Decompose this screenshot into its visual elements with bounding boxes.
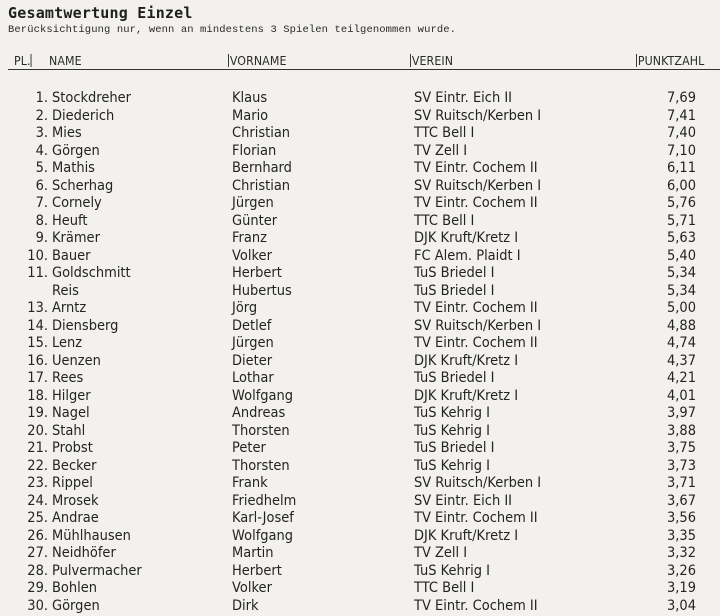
cell-rank: 11. <box>27 265 48 281</box>
header-vorname-label: VORNAME <box>229 54 287 68</box>
cell-surname: Cornely <box>52 195 102 211</box>
cell-first-name: Peter <box>232 440 266 456</box>
cell-first-name: Herbert <box>232 562 282 579</box>
cell-surname: Neidhöfer <box>52 545 116 561</box>
cell-club: FC Alem. Plaidt I <box>414 247 521 264</box>
header-verein <box>410 54 453 68</box>
header-name-label: NAME <box>49 54 82 68</box>
cell-score: 4,74 <box>667 335 696 351</box>
table-row <box>0 143 720 161</box>
cell-rank: 30. <box>27 597 48 614</box>
table-row <box>0 230 720 248</box>
cell-rank: 19. <box>27 405 48 421</box>
cell-club: TuS Briedel I <box>414 282 495 299</box>
cell-rank: 7. <box>35 195 48 211</box>
table-row <box>0 598 720 616</box>
cell-surname: Diensberg <box>52 317 119 334</box>
table-row <box>0 423 720 441</box>
cell-club: TuS Briedel I <box>414 265 495 281</box>
cell-club: TuS Kehrig I <box>414 457 490 474</box>
cell-rank: 25. <box>27 510 48 526</box>
cell-rank: 29. <box>27 580 48 596</box>
cell-club: SV Eintr. Eich II <box>414 492 513 509</box>
cell-club: TuS Kehrig I <box>414 405 490 421</box>
cell-score: 3,35 <box>667 527 696 544</box>
cell-score: 3,19 <box>667 580 696 596</box>
page-title: Gesamtwertung Einzel <box>8 4 193 22</box>
cell-surname: Rippel <box>52 475 93 491</box>
cell-rank: 8. <box>35 212 48 229</box>
cell-score: 5,34 <box>667 282 696 299</box>
cell-first-name: Christian <box>232 177 291 194</box>
cell-surname: Reis <box>52 282 79 299</box>
table-row <box>0 510 720 528</box>
cell-club: SV Ruitsch/Kerben I <box>414 475 542 491</box>
cell-club: DJK Kruft/Kretz I <box>414 387 519 404</box>
cell-score: 7,40 <box>667 125 696 141</box>
cell-score: 5,76 <box>667 195 696 211</box>
cell-first-name: Detlef <box>232 317 272 334</box>
cell-club: TuS Kehrig I <box>414 422 490 439</box>
cell-surname: Diederich <box>52 107 115 124</box>
cell-rank: 14. <box>27 317 48 334</box>
cell-club: SV Ruitsch/Kerben I <box>414 317 542 334</box>
cell-club: TV Eintr. Cochem II <box>414 510 538 526</box>
cell-club: TTC Bell I <box>414 580 475 596</box>
cell-first-name: Franz <box>232 230 267 246</box>
table-row <box>0 318 720 336</box>
cell-surname: Görgen <box>52 142 100 159</box>
cell-surname: Goldschmitt <box>52 265 131 281</box>
cell-surname: Krämer <box>52 230 100 246</box>
cell-surname: Scherhag <box>52 177 114 194</box>
cell-club: TTC Bell I <box>414 212 475 229</box>
cell-surname: Rees <box>52 370 84 386</box>
cell-rank: 22. <box>27 457 48 474</box>
cell-surname: Stockdreher <box>52 90 131 106</box>
cell-first-name: Jörg <box>232 300 258 316</box>
table-row <box>0 108 720 126</box>
cell-score: 4,01 <box>667 387 696 404</box>
cell-first-name: Volker <box>232 247 272 264</box>
header-name <box>49 54 82 68</box>
header-rule <box>8 69 720 70</box>
cell-first-name: Bernhard <box>232 160 292 176</box>
cell-score: 5,00 <box>667 300 696 316</box>
cell-first-name: Jürgen <box>232 195 274 211</box>
table-row <box>0 580 720 598</box>
cell-score: 4,21 <box>667 370 696 386</box>
table-row <box>0 90 720 108</box>
cell-rank: 20. <box>27 422 48 439</box>
cell-club: TV Zell I <box>414 142 468 159</box>
cell-first-name: Wolfgang <box>232 527 294 544</box>
cell-score: 4,88 <box>667 317 696 334</box>
cell-score: 7,69 <box>667 90 696 106</box>
cell-rank: 16. <box>27 352 48 369</box>
cell-club: TV Eintr. Cochem II <box>414 160 538 176</box>
column-separator <box>228 54 229 67</box>
column-separator <box>31 54 32 67</box>
cell-rank: 1. <box>35 90 48 106</box>
cell-club: SV Ruitsch/Kerben I <box>414 177 542 194</box>
cell-score: 5,40 <box>667 247 696 264</box>
cell-rank: 15. <box>27 335 48 351</box>
table-row <box>0 475 720 493</box>
table-row <box>0 178 720 196</box>
cell-club: TuS Briedel I <box>414 440 495 456</box>
header-verein-label: VEREIN <box>411 54 454 68</box>
cell-club: DJK Kruft/Kretz I <box>414 527 519 544</box>
cell-surname: Stahl <box>52 422 86 439</box>
cell-rank: 27. <box>27 545 48 561</box>
cell-club: SV Ruitsch/Kerben I <box>414 107 542 124</box>
table-row <box>0 335 720 353</box>
cell-club: TV Eintr. Cochem II <box>414 597 538 614</box>
cell-score: 6,00 <box>667 177 696 194</box>
cell-score: 3,75 <box>667 440 696 456</box>
table-row <box>0 440 720 458</box>
cell-surname: Mrosek <box>52 492 99 509</box>
cell-surname: Mies <box>52 125 82 141</box>
cell-score: 3,26 <box>667 562 696 579</box>
cell-first-name: Dieter <box>232 352 273 369</box>
table-row <box>0 283 720 301</box>
table-row <box>0 265 720 283</box>
cell-rank: 10. <box>27 247 48 264</box>
cell-first-name: Mario <box>232 107 269 124</box>
cell-first-name: Thorsten <box>232 422 290 439</box>
cell-surname: Nagel <box>52 405 90 421</box>
cell-score: 3,67 <box>667 492 696 509</box>
table-header <box>0 52 720 70</box>
cell-score: 4,37 <box>667 352 696 369</box>
cell-rank: 26. <box>27 527 48 544</box>
cell-score: 3,73 <box>667 457 696 474</box>
header-pl-label: PL. <box>14 54 31 68</box>
cell-club: TV Eintr. Cochem II <box>414 300 538 316</box>
cell-score: 7,10 <box>667 142 696 159</box>
cell-first-name: Lothar <box>232 370 274 386</box>
cell-score: 5,63 <box>667 230 696 246</box>
cell-club: TV Eintr. Cochem II <box>414 335 538 351</box>
cell-first-name: Klaus <box>232 90 268 106</box>
header-punktzahl-label: PUNKTZAHL <box>637 54 705 68</box>
cell-first-name: Karl-Josef <box>232 510 294 526</box>
cell-club: TV Zell I <box>414 545 468 561</box>
cell-club: TV Eintr. Cochem II <box>414 195 538 211</box>
cell-score: 5,71 <box>667 212 696 229</box>
cell-surname: Arntz <box>52 300 87 316</box>
cell-score: 3,97 <box>667 405 696 421</box>
cell-first-name: Herbert <box>232 265 282 281</box>
cell-club: TuS Kehrig I <box>414 562 490 579</box>
header-punktzahl <box>636 54 704 68</box>
cell-rank: 23. <box>27 475 48 491</box>
cell-surname: Pulvermacher <box>52 562 142 579</box>
column-separator <box>636 54 637 67</box>
cell-surname: Mühlhausen <box>52 527 131 544</box>
cell-rank: 4. <box>35 142 48 159</box>
cell-surname: Bauer <box>52 247 91 264</box>
table-row <box>0 370 720 388</box>
cell-score: 3,56 <box>667 510 696 526</box>
cell-score: 5,34 <box>667 265 696 281</box>
cell-first-name: Andreas <box>232 405 286 421</box>
cell-surname: Heuft <box>52 212 88 229</box>
cell-score: 3,32 <box>667 545 696 561</box>
cell-rank: 24. <box>27 492 48 509</box>
cell-score: 6,11 <box>667 160 696 176</box>
cell-first-name: Florian <box>232 142 277 159</box>
table-row <box>0 300 720 318</box>
table-row <box>0 125 720 143</box>
table-row <box>0 458 720 476</box>
cell-first-name: Günter <box>232 212 278 229</box>
cell-rank: 18. <box>27 387 48 404</box>
cell-surname: Andrae <box>52 510 99 526</box>
cell-rank: 28. <box>27 562 48 579</box>
cell-first-name: Wolfgang <box>232 387 294 404</box>
cell-score: 3,71 <box>667 475 696 491</box>
table-row <box>0 213 720 231</box>
cell-surname: Lenz <box>52 335 83 351</box>
page-subtitle: Berücksichtigung nur, wenn an mindestens 3 Spielen teilgenommen wurde. <box>8 24 457 36</box>
cell-first-name: Dirk <box>232 597 259 614</box>
cell-rank: 13. <box>27 300 48 316</box>
cell-club: TTC Bell I <box>414 125 475 141</box>
cell-surname: Görgen <box>52 597 100 614</box>
cell-first-name: Hubertus <box>232 282 292 299</box>
cell-first-name: Martin <box>232 545 274 561</box>
table-row <box>0 195 720 213</box>
table-row <box>0 545 720 563</box>
cell-surname: Probst <box>52 440 93 456</box>
cell-rank: 6. <box>35 177 48 194</box>
cell-rank: 3. <box>35 125 48 141</box>
cell-surname: Mathis <box>52 160 95 176</box>
cell-surname: Uenzen <box>52 352 101 369</box>
cell-surname: Bohlen <box>52 580 98 596</box>
cell-first-name: Frank <box>232 475 268 491</box>
column-separator <box>410 54 411 67</box>
cell-rank: 21. <box>27 440 48 456</box>
cell-surname: Hilger <box>52 387 91 404</box>
cell-first-name: Friedhelm <box>232 492 297 509</box>
table-row <box>0 493 720 511</box>
cell-first-name: Jürgen <box>232 335 274 351</box>
table-row <box>0 563 720 581</box>
cell-club: SV Eintr. Eich II <box>414 90 513 106</box>
cell-club: DJK Kruft/Kretz I <box>414 352 519 369</box>
table-row <box>0 405 720 423</box>
table-row <box>0 388 720 406</box>
cell-rank: 5. <box>35 160 48 176</box>
cell-score: 3,04 <box>667 597 696 614</box>
cell-rank: 2. <box>35 107 48 124</box>
header-vorname <box>228 54 287 68</box>
cell-rank: 17. <box>27 370 48 386</box>
cell-score: 3,88 <box>667 422 696 439</box>
header-pl <box>14 54 32 68</box>
table-row <box>0 528 720 546</box>
cell-score: 7,41 <box>667 107 696 124</box>
cell-first-name: Thorsten <box>232 457 290 474</box>
table-row <box>0 353 720 371</box>
cell-first-name: Volker <box>232 580 272 596</box>
cell-surname: Becker <box>52 457 97 474</box>
cell-first-name: Christian <box>232 125 291 141</box>
cell-club: TuS Briedel I <box>414 370 495 386</box>
table-row <box>0 160 720 178</box>
table-row <box>0 248 720 266</box>
cell-club: DJK Kruft/Kretz I <box>414 230 519 246</box>
cell-rank: 9. <box>35 230 48 246</box>
